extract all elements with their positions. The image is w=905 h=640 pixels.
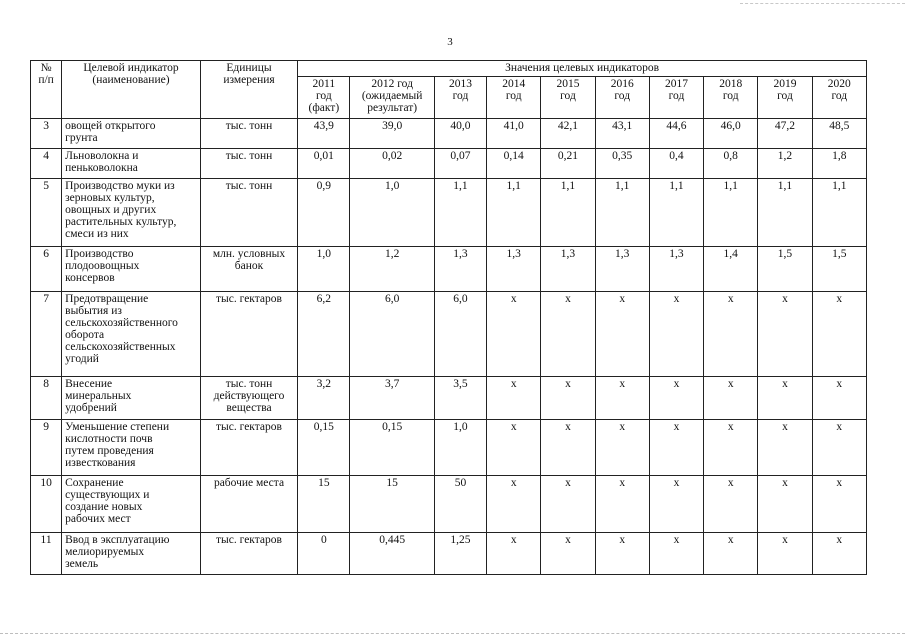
indicator-value: 0,4	[649, 149, 703, 179]
indicator-value: 3,7	[350, 377, 434, 420]
indicator-value: 1,1	[434, 179, 486, 247]
indicator-value: 39,0	[350, 119, 434, 149]
indicator-value: 1,1	[758, 179, 812, 247]
header-indicator-name: Целевой индикатор (наименование)	[62, 61, 201, 119]
row-number: 10	[31, 476, 62, 533]
target-indicators-table	[30, 60, 867, 575]
indicator-value: 40,0	[434, 119, 486, 149]
indicator-value: х	[649, 420, 703, 476]
header-year: 2017 год	[649, 77, 703, 119]
row-number: 8	[31, 377, 62, 420]
header-year: 2014 год	[487, 77, 541, 119]
indicator-unit: тыс. гектаров	[200, 420, 297, 476]
indicator-value: х	[649, 476, 703, 533]
indicator-value: х	[595, 533, 649, 575]
indicator-value: 1,0	[350, 179, 434, 247]
header-row-number: № п/п	[31, 61, 62, 119]
indicator-value: х	[704, 533, 758, 575]
indicator-value: 1,1	[487, 179, 541, 247]
indicator-value: 1,1	[812, 179, 866, 247]
row-number: 5	[31, 179, 62, 247]
indicator-value: 43,1	[595, 119, 649, 149]
indicator-value: х	[812, 533, 866, 575]
indicator-name: Производство плодоовощных консервов	[62, 247, 201, 292]
indicator-value: 3,2	[298, 377, 350, 420]
indicator-value: х	[487, 476, 541, 533]
indicator-value: 1,3	[434, 247, 486, 292]
row-number: 6	[31, 247, 62, 292]
indicator-value: х	[758, 377, 812, 420]
indicator-value: 50	[434, 476, 486, 533]
indicator-value: 1,3	[595, 247, 649, 292]
indicator-value: 1,1	[541, 179, 595, 247]
indicator-value: х	[758, 292, 812, 377]
indicator-value: х	[541, 533, 595, 575]
indicator-value: 42,1	[541, 119, 595, 149]
row-number: 4	[31, 149, 62, 179]
indicator-value: х	[487, 533, 541, 575]
table-row	[31, 179, 867, 247]
indicator-value: х	[812, 292, 866, 377]
indicator-name: овощей открытого грунта	[62, 119, 201, 149]
indicator-value: х	[595, 420, 649, 476]
indicator-name: Льноволокна и пеньковолокна	[62, 149, 201, 179]
indicator-value: х	[758, 420, 812, 476]
header-year: 2019 год	[758, 77, 812, 119]
indicator-value: 41,0	[487, 119, 541, 149]
indicator-value: 6,0	[350, 292, 434, 377]
table-row	[31, 247, 867, 292]
header-units: Единицы измерения	[200, 61, 297, 119]
indicator-value: 0,35	[595, 149, 649, 179]
indicator-value: х	[812, 377, 866, 420]
indicator-name: Уменьшение степени кислотности почв путем проведения известкования	[62, 420, 201, 476]
indicator-value: х	[595, 377, 649, 420]
row-number: 3	[31, 119, 62, 149]
indicator-value: 1,2	[758, 149, 812, 179]
indicator-value: 1,3	[649, 247, 703, 292]
table-row	[31, 119, 867, 149]
table-row	[31, 292, 867, 377]
indicator-value: 0,15	[350, 420, 434, 476]
indicator-value: х	[758, 476, 812, 533]
indicator-value: х	[704, 476, 758, 533]
indicator-value: 0,15	[298, 420, 350, 476]
indicator-value: 15	[350, 476, 434, 533]
indicator-unit: тыс. тонн	[200, 149, 297, 179]
indicator-unit: тыс. гектаров	[200, 292, 297, 377]
indicator-value: 1,1	[704, 179, 758, 247]
indicator-value: х	[812, 420, 866, 476]
indicator-value: х	[541, 420, 595, 476]
table-row	[31, 377, 867, 420]
table-row	[31, 476, 867, 533]
indicator-unit: тыс. тонн действующего вещества	[200, 377, 297, 420]
scan-edge-line	[0, 633, 905, 634]
indicator-value: х	[487, 420, 541, 476]
indicator-value: х	[649, 377, 703, 420]
indicator-value: 1,2	[350, 247, 434, 292]
row-number: 9	[31, 420, 62, 476]
indicator-value: 0,8	[704, 149, 758, 179]
indicator-value: х	[758, 533, 812, 575]
indicator-name: Ввод в эксплуатацию мелиорируемых земель	[62, 533, 201, 575]
indicator-value: 3,5	[434, 377, 486, 420]
indicator-value: 43,9	[298, 119, 350, 149]
indicator-value: 6,0	[434, 292, 486, 377]
indicator-value: 0,07	[434, 149, 486, 179]
indicator-value: х	[704, 292, 758, 377]
indicator-value: 0,445	[350, 533, 434, 575]
indicator-value: 15	[298, 476, 350, 533]
indicator-value: х	[649, 292, 703, 377]
indicator-value: 1,8	[812, 149, 866, 179]
indicator-name: Предотвращение выбытия из сельскохозяйственного оборота сельскохозяйственных угодий	[62, 292, 201, 377]
indicator-value: 47,2	[758, 119, 812, 149]
table-row	[31, 149, 867, 179]
indicator-unit: тыс. тонн	[200, 179, 297, 247]
indicator-value: 0,21	[541, 149, 595, 179]
indicator-value: 0,01	[298, 149, 350, 179]
header-year: 2020 год	[812, 77, 866, 119]
indicator-value: х	[541, 292, 595, 377]
indicator-value: х	[649, 533, 703, 575]
indicator-value: 1,4	[704, 247, 758, 292]
indicator-unit: рабочие места	[200, 476, 297, 533]
indicator-value: х	[541, 476, 595, 533]
indicator-value: 1,5	[812, 247, 866, 292]
indicator-value: 0,02	[350, 149, 434, 179]
indicator-value: х	[812, 476, 866, 533]
indicator-value: х	[704, 377, 758, 420]
indicator-name: Производство муки из зерновых культур, овощных и других растительных культур, смеси из них	[62, 179, 201, 247]
indicator-value: 46,0	[704, 119, 758, 149]
indicator-value: 1,5	[758, 247, 812, 292]
row-number: 11	[31, 533, 62, 575]
page-number: 3	[447, 36, 453, 48]
header-year: 2016 год	[595, 77, 649, 119]
indicator-value: х	[595, 476, 649, 533]
indicator-value: 1,1	[595, 179, 649, 247]
indicator-value: 1,0	[434, 420, 486, 476]
indicator-name: Внесение минеральных удобрений	[62, 377, 201, 420]
indicator-value: х	[541, 377, 595, 420]
header-year: 2018 год	[704, 77, 758, 119]
table-row	[31, 420, 867, 476]
table-body	[31, 119, 867, 575]
indicator-value: 0	[298, 533, 350, 575]
header-indicator-values: Значения целевых индикаторов	[298, 61, 867, 77]
indicator-value: 44,6	[649, 119, 703, 149]
table-row	[31, 533, 867, 575]
indicator-value: х	[704, 420, 758, 476]
indicator-unit: тыс. тонн	[200, 119, 297, 149]
indicator-value: х	[595, 292, 649, 377]
row-number: 7	[31, 292, 62, 377]
indicator-value: 0,9	[298, 179, 350, 247]
header-year: 2011 год (факт)	[298, 77, 350, 119]
header-year: 2013 год	[434, 77, 486, 119]
indicator-value: 1,3	[541, 247, 595, 292]
indicator-value: х	[487, 377, 541, 420]
scan-edge-line	[740, 3, 905, 4]
indicator-unit: тыс. гектаров	[200, 533, 297, 575]
indicator-value: х	[487, 292, 541, 377]
indicator-value: 0,14	[487, 149, 541, 179]
indicator-value: 1,0	[298, 247, 350, 292]
indicator-name: Сохранение существующих и создание новых рабочих мест	[62, 476, 201, 533]
indicator-value: 1,3	[487, 247, 541, 292]
header-year: 2012 год (ожидаемый результат)	[350, 77, 434, 119]
indicator-unit: млн. условных банок	[200, 247, 297, 292]
indicator-value: 48,5	[812, 119, 866, 149]
indicator-value: 6,2	[298, 292, 350, 377]
indicator-value: 1,1	[649, 179, 703, 247]
indicator-value: 1,25	[434, 533, 486, 575]
header-year: 2015 год	[541, 77, 595, 119]
